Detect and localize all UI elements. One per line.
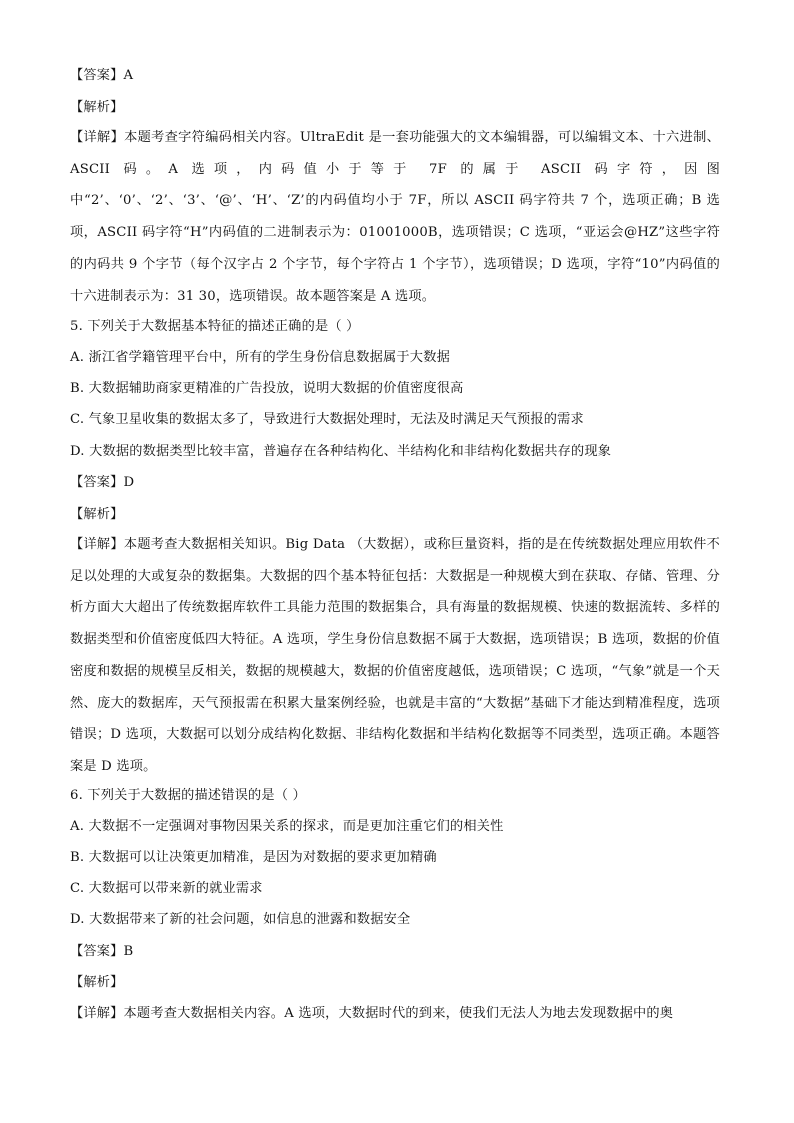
q5-option-c: C. 气象卫星收集的数据太多了，导致进行大数据处理时，无法及时满足天气预报的需求 [70, 412, 584, 427]
q6-detail: 【详解】本题考查大数据相关内容。A 选项，大数据时代的到来，使我们无法人为地去发现数据中的奥 [70, 1006, 674, 1021]
q5-detail: 【详解】本题考查大数据相关知识。Big Data （大数据），或称巨量资料，指的是在传统数据处理应用软件不足以处理的大或复杂的数据集。大数据的四个基本特征包括：大数据是一种规模大到在获取、存储、管理、分析方面大大超出了传统数据库软件工具能力范围的数据集合，具有海量的数据规模、快速的数据流转、多样的数据类型和价值密度低四大特征。A 选项，学生身份信息数据不属于大数据，选项错误；B 选项，数据的价值密度和数据的规模呈反相关，数据的规模越大，数据的价值密度越低，选项错误；C 选项，“气象”就是一个天然、庞大的数据库，天气预报需在积累大量案例经验，也就是丰富的“大数据”基础下才能达到精准程度，选项错误；D 选项，大数据可以划分成结构化数据、非结构化数据和半结构化数据等不同类型，选项正确。本题答案是 D 选项。 [70, 537, 720, 774]
q5-option-d: D. 大数据的数据类型比较丰富，普遍存在各种结构化、半结构化和非结构化数据共存的现象 [70, 444, 612, 459]
q4-analysis-label: 【解析】 [70, 100, 124, 115]
q6-stem: 6. 下列关于大数据的描述错误的是（ ） [70, 788, 306, 803]
q6-answer: 【答案】B [70, 944, 134, 959]
q5-option-b: B. 大数据辅助商家更精准的广告投放，说明大数据的价值密度很高 [70, 381, 464, 396]
q5-option-a: A. 浙江省学籍管理平台中，所有的学生身份信息数据属于大数据 [70, 350, 450, 365]
q6-option-b: B. 大数据可以让决策更加精准，是因为对数据的要求更加精确 [70, 850, 437, 865]
q6-option-c: C. 大数据可以带来新的就业需求 [70, 881, 263, 896]
q4-answer: 【答案】A [70, 68, 134, 83]
q4-detail: 【详解】本题考查字符编码相关内容。UltraEdit 是一套功能强大的文本编辑器，可以编辑文本、十六进制、ASCII 码。A 选项，内码值小于等于 7F 的属于 ASCII 码字符，因图中“2’、‘0’、‘2’、‘3’、‘@’、‘H’、‘Z’的内码值均小于 7F，所以 ASCII 码字符共 7 个，选项正确；B 选项，ASCII 码字符“H”内码值的二进制表示为：01001000B，选项错误；C 选项，“亚运会@HZ”这些字符的内码共 9 个字节（每个汉字占 2 个字节，每个字符占 1 个字节），选项错误；D 选项，字符“10”内码值的十六进制表示为：31 30，选项错误。故本题答案是 A 选项。 [70, 130, 720, 304]
q6-analysis-label: 【解析】 [70, 975, 124, 990]
q5-answer: 【答案】D [70, 475, 135, 490]
q6-option-a: A. 大数据不一定强调对事物因果关系的探求，而是更加注重它们的相关性 [70, 819, 504, 834]
q5-analysis-label: 【解析】 [70, 507, 124, 522]
q5-stem: 5. 下列关于大数据基本特征的描述正确的是（ ） [70, 319, 360, 334]
q6-option-d: D. 大数据带来了新的社会问题，如信息的泄露和数据安全 [70, 912, 411, 927]
